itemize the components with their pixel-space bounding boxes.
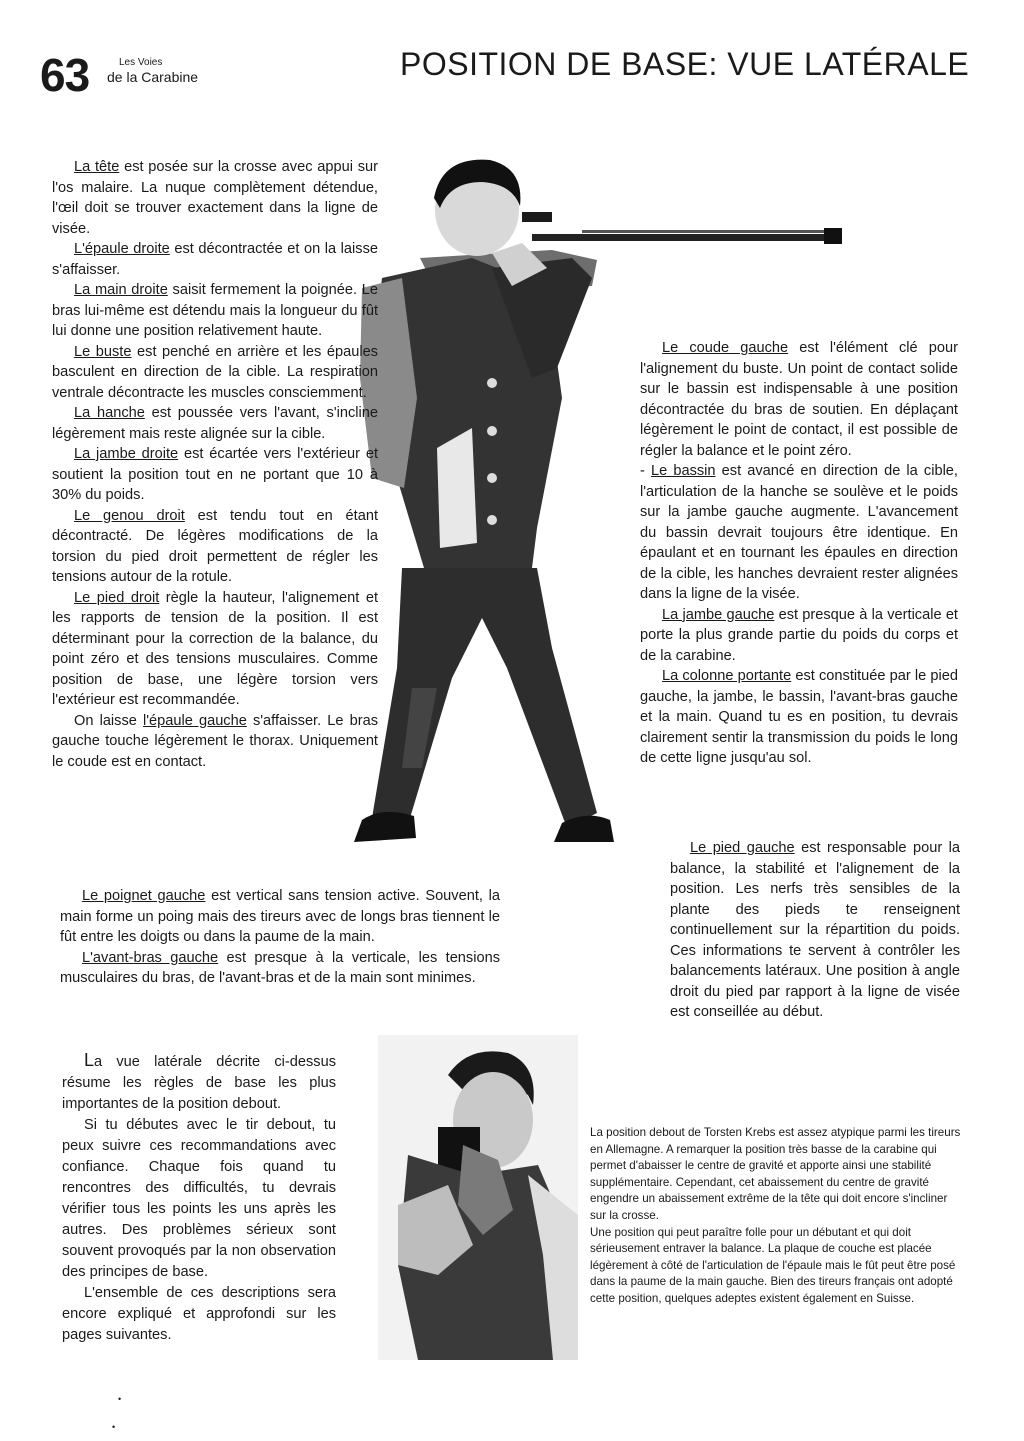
summary-para-2: Si tu débutes avec le tir debout, tu peux suivre ces recommandations avec confiance. Chaque fois quand tu rencontres des difficultés, tu devrais vérifier tous les points les uns après les autres. Des problèmes sérieux sont souvent provoqués par la non observation des principes de base. — [62, 1117, 336, 1280]
summary-text — [62, 1050, 336, 1346]
para-coude-gauche: Le coude gauche est l'élément clé pour l'alignement du buste. Un point de contact solide sur le bassin est indispensable à une position décontractée du bras de soutien. En déplaçant légèrement le point de contact, il est possible de régler la balance et le point zéro. — [640, 340, 958, 459]
caption-para-1: La position debout de Torsten Krebs est assez atypique parmi les tireurs en Allemagne. A remarquer la position très basse de la carabine qui permet d'abaisser le centre de gravité et apporte ainsi une stabilité supplémentaire. Cependant, cet abaissement du centre de gravité engendre un abaissement extrême de la tête qui doit encore s'incliner sur la crosse. — [590, 1126, 961, 1222]
para-jambe-gauche: La jambe gauche est presque à la verticale et porte la plus grande partie du poids du corps et de la carabine. — [640, 606, 958, 664]
para-tete: La tête est posée sur la crosse avec appui sur l'os malaire. La nuque complètement détendue, l'œil doit se trouver exactement dans la ligne de visée. — [52, 159, 378, 237]
para-epaule-gauche: On laisse l'épaule gauche s'affaisser. Le bras gauche touche légèrement le thorax. Uniquement le coude est en contact. — [52, 712, 379, 770]
para-colonne-portante: La colonne portante est constituée par le pied gauche, la jambe, le bassin, l'avant-bras gauche et la main. Quand tu es en position, tu devrais clairement sentir la transmission du poids le long de cette ligne jusqu'au sol. — [640, 668, 959, 766]
series-line-2: de la Carabine — [107, 69, 199, 85]
para-buste: Le buste est penché en arrière et les épaules basculent en direction de la cible. La respiration ventrale décontracte les muscles consciemment. — [52, 343, 378, 401]
term-tete: La tête — [74, 159, 120, 175]
left-text-column — [52, 157, 378, 772]
caption-para-2: Une position qui peut paraître folle pour un débutant et qui doit sérieusement entraver la balance. La plaque de couche est placée légèrement à côté de l'articulation de l'épaule mais le fût peut être posé dans la paume de la main gauche. Bien des tireurs français ont adopté cette position, quelques adeptes existent également en Suisse. — [590, 1225, 956, 1305]
right-text-column — [640, 338, 958, 769]
para-pied-gauche: Le pied gauche est responsable pour la balance, la stabilité et l'alignement de la position. Les nerfs très sensibles de la plante des pieds te renseignent continuellement sur la répartition du poids. Ces informations te servent à contrôler les balancements latéraux. Une position à angle droit du pied par rapport à la ligne de visée est conseillée au début. — [670, 840, 961, 1020]
para-main-droite: La main droite saisit fermement la poignée. Le bras lui-même est détendu mais la longueur du fût lui donne une position relativement haute. — [52, 282, 378, 339]
right-lower-block — [520, 838, 960, 1023]
para-poignet-gauche: Le poignet gauche est vertical sans tension active. Souvent, la main forme un poing mais des tireurs avec de longs bras tiennent le fût entre les doigts ou dans la paume de la main. — [60, 888, 500, 945]
para-genou-droit: Le genou droit est tendu tout en étant décontracté. De légères modifications de la torsion du pied droit permettent de régler les tensions autour de la rotule. — [52, 507, 378, 585]
para-epaule-droite: L'épaule droite est décontractée et on la laisse s'affaisser. — [52, 241, 378, 278]
stray-mark: • — [112, 1422, 116, 1432]
shooter-portrait-photo — [378, 1035, 578, 1360]
para-avant-bras-gauche: L'avant-bras gauche est presque à la verticale, les tensions musculaires du bras, de l'avant-bras et de la main sont minimes. — [60, 949, 500, 986]
para-jambe-droite: La jambe droite est écartée vers l'extérieur et soutient la position tout en ne portant que 10 à 30% du poids. — [52, 446, 378, 503]
lower-text-block — [60, 886, 500, 989]
summary-para-3: L'ensemble de ces descriptions sera encore expliqué et approfondi sur les pages suivantes. — [62, 1285, 336, 1343]
photo-caption — [590, 1125, 965, 1308]
series-line-1: Les Voies — [119, 57, 163, 68]
summary-para-1: La vue latérale décrite ci-dessus résume les règles de base les plus importantes de la position debout. — [62, 1050, 336, 1112]
stray-marks — [112, 1385, 122, 1441]
page-title: POSITION DE BASE: VUE LATÉRALE — [400, 46, 970, 82]
para-pied-droit: Le pied droit règle la hauteur, l'alignement et les rapports de tension de la position. Il est déterminant pour la correction de la balance, du point zéro et des tensions musculaires. Comme position de base, une légère torsion vers l'extérieur est recommandée. — [52, 589, 379, 708]
para-hanche: La hanche est poussée vers l'avant, s'incline légèrement mais reste alignée sur la cible. — [52, 405, 378, 442]
page-number: 63 — [40, 49, 90, 101]
para-bassin: - Le bassin est avancé en direction de la cible, l'articulation de la hanche se soulève et le poids sur la jambe gauche augmente. L'avancement du bassin devrait toujours être identique. En épaulant et en tournant les épaules en direction de la cible, les hanches devraient rester alignées dans la ligne de la visée. — [640, 463, 958, 602]
series-title — [107, 56, 198, 84]
stray-mark: • — [118, 1394, 122, 1404]
